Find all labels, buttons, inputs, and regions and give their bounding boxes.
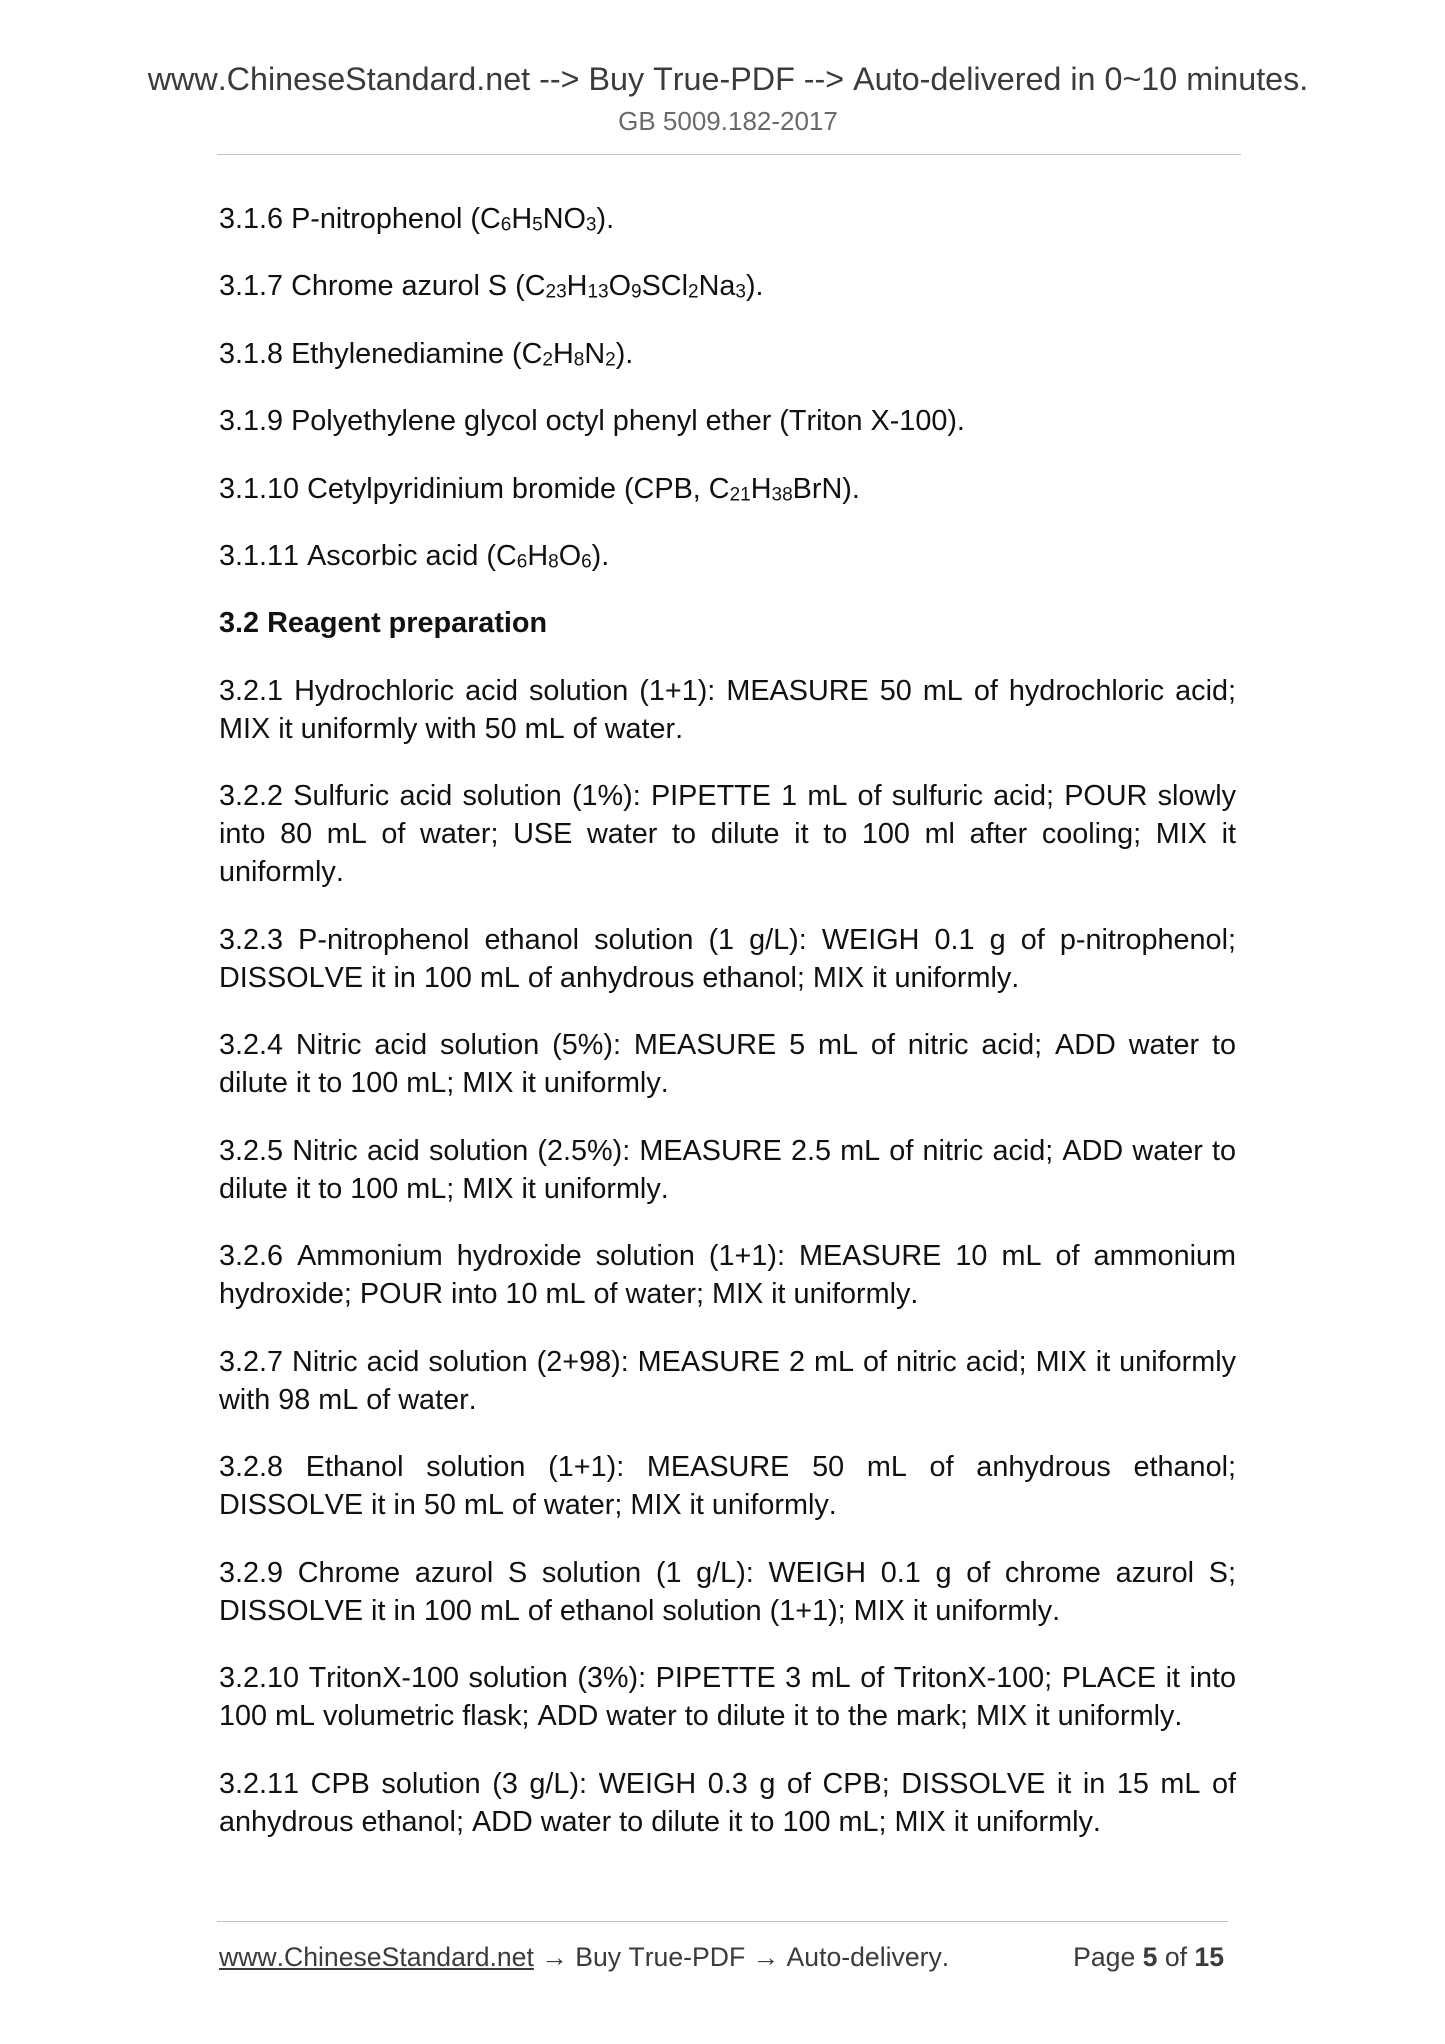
item-number: 3.2.7 (219, 1345, 284, 1378)
item-number: 3.2.10 (219, 1662, 300, 1695)
preparation-3-2-4 (219, 1026, 1236, 1102)
preparation-text: TritonX-100 solution (3%): PIPETTE 3 mL of TritonX-100; PLACE it into 100 mL volumetric flask; ADD water to dilute it to the mark; MIX it uniformly. (219, 1662, 1236, 1733)
item-number: 3.1.8 (219, 337, 284, 370)
formula-subscript: 9 (631, 281, 642, 303)
item-number: 3.1.7 (219, 270, 284, 303)
footer-site-link[interactable]: www.ChineseStandard.net (219, 1942, 534, 1972)
chemical-formula (522, 338, 616, 370)
chemical-formula (709, 473, 842, 505)
formula-symbol: H (511, 203, 533, 235)
formula-symbol: BrN (792, 472, 843, 505)
item-number: 3.2.4 (219, 1029, 284, 1062)
preparation-text: Sulfuric acid solution (1%): PIPETTE 1 mL of sulfuric acid; POUR slowly into 80 mL of water; USE water to dilute it to 100 ml after cooling; MIX it uniformly. (219, 780, 1236, 889)
preparation-text: P-nitrophenol ethanol solution (1 g/L): WEIGH 0.1 g of p-nitrophenol; DISSOLVE it in 100 mL of anhydrous ethanol; MIX it uniformly. (219, 923, 1236, 994)
item-number: 3.2.5 (219, 1134, 284, 1167)
preparation-3-2-2 (219, 777, 1236, 891)
section-title: Reagent preparation (267, 607, 548, 640)
item-number: 3.2.8 (219, 1451, 284, 1484)
formula-subscript: 38 (771, 483, 793, 505)
preparation-3-2-7 (219, 1343, 1236, 1419)
item-number: 3.2.2 (219, 780, 284, 813)
formula-symbol: C (521, 337, 543, 370)
formula-subscript: 8 (573, 349, 585, 371)
reagent-name: Ascorbic acid ( (307, 539, 496, 572)
reagent-suffix: ). (842, 472, 860, 505)
footer-divider (217, 1921, 1228, 1922)
page-label: Page (1073, 1942, 1136, 1972)
formula-subscript: 13 (587, 281, 609, 303)
preparation-text: Ammonium hydroxide solution (1+1): MEASURE 10 mL of ammonium hydroxide; POUR into 10 mL of water; MIX it uniformly. (219, 1240, 1236, 1311)
page-content (219, 200, 1236, 1870)
formula-subscript: 2 (688, 281, 699, 303)
reagent-3-1-7 (219, 267, 1236, 305)
formula-subscript: 6 (516, 551, 528, 573)
formula-symbol: H (527, 539, 549, 572)
formula-symbol: H (750, 472, 772, 505)
reagent-suffix: ). (745, 270, 764, 303)
reagent-name: Ethylenediamine ( (291, 337, 522, 370)
reagent-name: Polyethylene glycol octyl phenyl ether (Triton X-100). (291, 405, 965, 438)
formula-subscript: 6 (500, 214, 512, 236)
preparation-3-2-1 (219, 672, 1236, 748)
reagent-name: Cetylpyridinium bromide (CPB, (307, 472, 709, 505)
formula-symbol: C (708, 472, 730, 505)
item-number: 3.2.1 (219, 674, 284, 707)
formula-subscript: 8 (548, 551, 559, 573)
formula-symbol: H (552, 337, 574, 370)
item-number: 3.2.3 (219, 923, 284, 956)
formula-subscript: 23 (545, 281, 567, 303)
formula-symbol: O (608, 270, 632, 303)
formula-symbol: O (558, 539, 582, 572)
chemical-formula (480, 203, 597, 235)
formula-subscript: 3 (585, 214, 597, 236)
item-number: 3.2.9 (219, 1556, 284, 1589)
reagent-name: Chrome azurol S ( (291, 270, 525, 303)
reagent-3-1-10 (219, 470, 1236, 508)
reagent-3-1-8 (219, 335, 1236, 373)
preparation-3-2-11 (219, 1765, 1236, 1841)
preparation-text: Hydrochloric acid solution (1+1): MEASURE 50 mL of hydrochloric acid; MIX it uniformly with 50 mL of water. (219, 674, 1236, 745)
reagent-suffix: ). (615, 337, 634, 370)
formula-subscript: 2 (605, 349, 616, 371)
section-heading (219, 604, 1236, 642)
reagent-name: P-nitrophenol ( (291, 203, 480, 235)
reagent-3-1-11 (219, 537, 1236, 575)
preparation-3-2-5 (219, 1132, 1236, 1208)
preparation-text: Ethanol solution (1+1): MEASURE 50 mL of anhydrous ethanol; DISSOLVE it in 50 mL of water; MIX it uniformly. (219, 1451, 1236, 1522)
reagent-3-1-9 (219, 402, 1236, 440)
preparation-3-2-8 (219, 1448, 1236, 1524)
formula-subscript: 2 (542, 349, 553, 371)
preparation-text: Nitric acid solution (2+98): MEASURE 2 mL of nitric acid; MIX it uniformly with 98 mL of water. (219, 1345, 1236, 1416)
footer-left (219, 1941, 949, 1973)
standard-code: GB 5009.182-2017 (618, 106, 838, 136)
formula-symbol: C (495, 539, 517, 572)
reagent-3-1-6 (219, 200, 1236, 238)
formula-symbol: Na (698, 270, 736, 303)
formula-symbol: C (524, 270, 546, 303)
page-of: of (1164, 1942, 1188, 1972)
item-number: 3.1.11 (219, 539, 300, 572)
formula-subscript: 6 (581, 551, 592, 573)
formula-symbol: N (584, 337, 606, 370)
header-banner: www.ChineseStandard.net --> Buy True-PDF --> Auto-delivered in 0~10 minutes. (147, 61, 1309, 97)
preparation-3-2-10 (219, 1659, 1236, 1735)
reagent-suffix: ). (596, 203, 615, 235)
chemical-formula (525, 270, 746, 302)
item-number: 3.1.10 (219, 472, 300, 505)
formula-symbol: SCl (641, 270, 688, 303)
item-number: 3.2.11 (219, 1767, 300, 1800)
formula-symbol: H (566, 270, 588, 303)
item-number: 3.2.6 (219, 1240, 284, 1273)
chemical-formula (496, 540, 592, 572)
preparation-text: Nitric acid solution (2.5%): MEASURE 2.5 mL of nitric acid; ADD water to dilute it to 100 mL; MIX it uniformly. (219, 1134, 1236, 1205)
item-number: 3.1.6 (219, 203, 284, 235)
preparation-3-2-6 (219, 1237, 1236, 1313)
preparation-text: Chrome azurol S solution (1 g/L): WEIGH 0.1 g of chrome azurol S; DISSOLVE it in 100 mL of ethanol solution (1+1); MIX it uniformly. (219, 1556, 1236, 1627)
formula-subscript: 21 (729, 483, 751, 505)
preparation-text: CPB solution (3 g/L): WEIGH 0.3 g of CPB; DISSOLVE it in 15 mL of anhydrous ethanol; ADD water to dilute it to 100 mL; MIX it uniformly. (219, 1767, 1236, 1838)
page-footer (219, 1941, 1224, 1973)
formula-subscript: 3 (735, 281, 746, 303)
reagent-suffix: ). (591, 539, 610, 572)
formula-subscript: 5 (532, 214, 543, 236)
header-divider (217, 154, 1241, 155)
preparation-3-2-9 (219, 1554, 1236, 1630)
formula-symbol: NO (542, 203, 586, 235)
page-current: 5 (1142, 1942, 1158, 1972)
preparation-3-2-3 (219, 921, 1236, 997)
page-total: 15 (1194, 1942, 1224, 1972)
footer-trail: → Buy True-PDF → Auto-delivery. (541, 1942, 950, 1972)
item-number: 3.1.9 (219, 405, 284, 438)
formula-symbol: C (479, 203, 501, 235)
page-indicator (1073, 1941, 1224, 1973)
section-number: 3.2 (219, 607, 260, 640)
preparation-text: Nitric acid solution (5%): MEASURE 5 mL of nitric acid; ADD water to dilute it to 100 mL; MIX it uniformly. (219, 1029, 1236, 1100)
